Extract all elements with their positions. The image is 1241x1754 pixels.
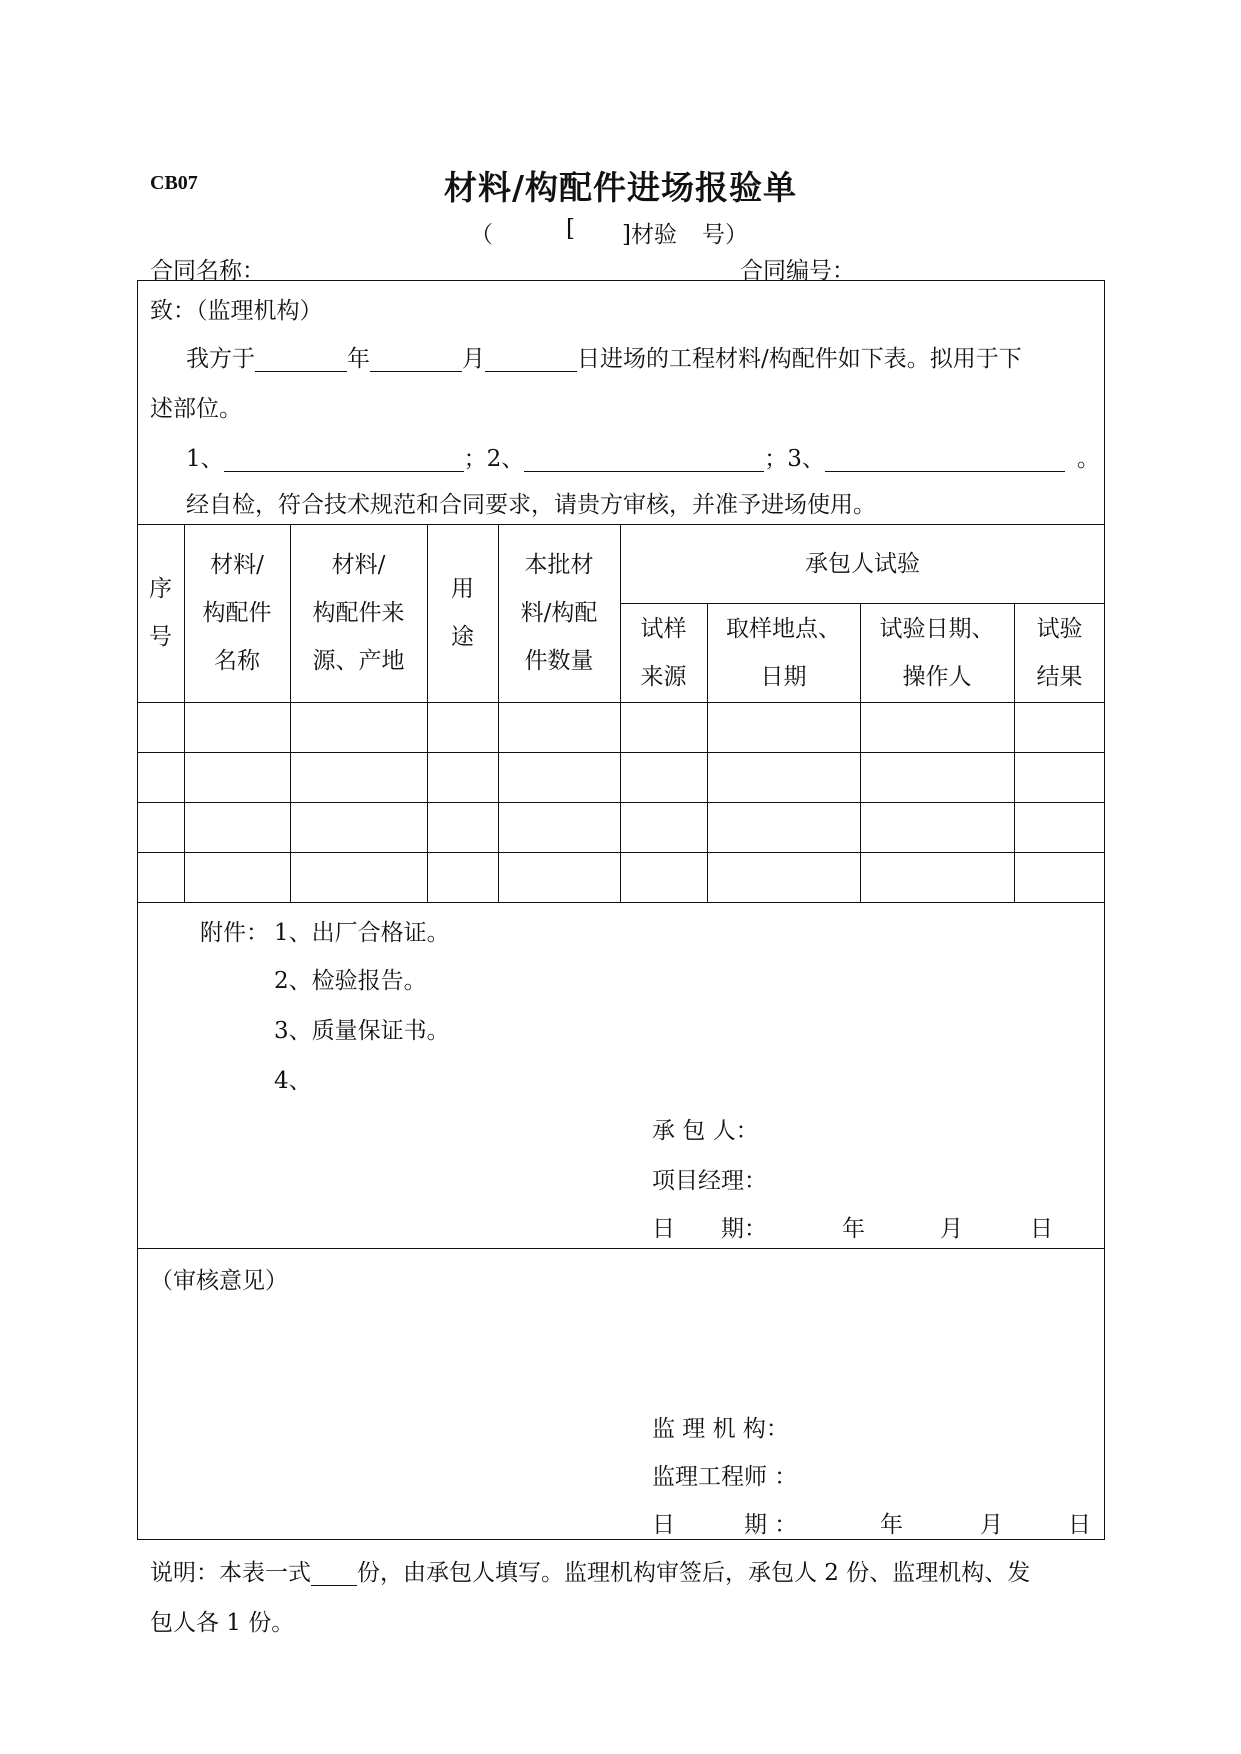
row-divider — [137, 852, 1105, 853]
month-blank[interactable] — [370, 349, 462, 372]
entry-date-suffix: 日进场的工程材料/构配件如下表。拟用于下 — [577, 346, 1022, 372]
review-date-label: 日 期 ： — [652, 1512, 798, 1538]
review-year: 年 — [880, 1512, 903, 1538]
location-1-blank[interactable] — [224, 449, 464, 472]
year-blank[interactable] — [255, 349, 347, 372]
contractor-date-label: 日 期： — [652, 1216, 767, 1242]
contractor-label: 承 包 人： — [652, 1118, 759, 1144]
contractor-year: 年 — [842, 1216, 865, 1242]
number-open-paren: （ — [470, 222, 493, 248]
copies-blank[interactable] — [311, 1563, 357, 1586]
location-end: 。 — [1076, 446, 1100, 472]
self-check-statement: 经自检，符合技术规范和合同要求，请贵方审核，并准予进场使用。 — [186, 492, 876, 518]
number-bracket-right: ]材验 — [622, 222, 677, 248]
contract-number-label: 合同编号： — [740, 258, 855, 284]
header-seq: 序 号 — [149, 576, 172, 650]
header-material-origin: 材料/ 构配件来 源、产地 — [312, 552, 405, 674]
contract-name-label: 合同名称： — [150, 258, 265, 284]
number-suffix: 号） — [702, 222, 748, 248]
month-label: 月 — [462, 346, 485, 372]
row-divider — [137, 802, 1105, 803]
attachment-2: 2、检验报告。 — [274, 968, 427, 994]
contractor-month: 月 — [940, 1216, 963, 1242]
project-manager-label: 项目经理： — [652, 1168, 767, 1194]
day-blank[interactable] — [485, 349, 577, 372]
review-opinion-label: （审核意见） — [150, 1268, 288, 1294]
number-bracket-left: [ — [566, 216, 575, 242]
supervision-org-label: 监 理 机 构： — [652, 1416, 789, 1442]
form-title: 材料/构配件进场报验单 — [443, 168, 798, 207]
header-sampling-location: 取样地点、 日期 — [726, 615, 841, 690]
table-bottom-border — [137, 902, 1105, 903]
location-3-label: ；3、 — [764, 446, 825, 472]
location-2-blank[interactable] — [524, 449, 764, 472]
header-test-date: 试验日期、 操作人 — [879, 615, 995, 690]
review-day: 日 — [1068, 1512, 1091, 1538]
row-divider — [137, 752, 1105, 753]
header-sample-source: 试样 来源 — [640, 615, 687, 690]
header-material-name: 材料/ 构配件 名称 — [202, 552, 272, 674]
entry-date-sentence — [186, 340, 1022, 373]
entry-date-continuation: 述部位。 — [150, 396, 242, 422]
footnote — [150, 1548, 1110, 1648]
footnote-line-1: 说明：本表一式 份，由承包人填写。监理机构审签后，承包人 2 份、监理机构、发 — [150, 1560, 1031, 1586]
header-bottom-border — [137, 702, 1105, 703]
review-month: 月 — [980, 1512, 1003, 1538]
form-code: CB07 — [150, 172, 198, 194]
attachments-label: 附件： — [200, 920, 269, 946]
location-2-label: ；2、 — [463, 446, 525, 472]
entry-date-prefix: 我方于 — [186, 346, 255, 372]
location-3-blank[interactable] — [825, 449, 1065, 472]
header-test-result: 试验 结果 — [1036, 615, 1083, 690]
supervising-engineer-label: 监理工程师 ： — [652, 1464, 798, 1490]
header-use: 用 途 — [451, 576, 474, 650]
attachment-4: 4、 — [274, 1068, 312, 1094]
header-contractor-test: 承包人试验 — [805, 550, 920, 577]
location-1-label: 1、 — [186, 446, 224, 472]
review-divider — [137, 1248, 1105, 1249]
addressee: 致：（监理机构） — [150, 298, 323, 324]
attachment-1: 1、出厂合格证。 — [274, 920, 450, 946]
attachment-3: 3、质量保证书。 — [274, 1018, 450, 1044]
footnote-line-2: 包人各 1 份。 — [150, 1610, 295, 1636]
contractor-day: 日 — [1030, 1216, 1053, 1242]
year-label: 年 — [347, 346, 370, 372]
usage-locations — [186, 440, 1100, 473]
header-quantity: 本批材 料/构配 件数量 — [520, 552, 598, 674]
